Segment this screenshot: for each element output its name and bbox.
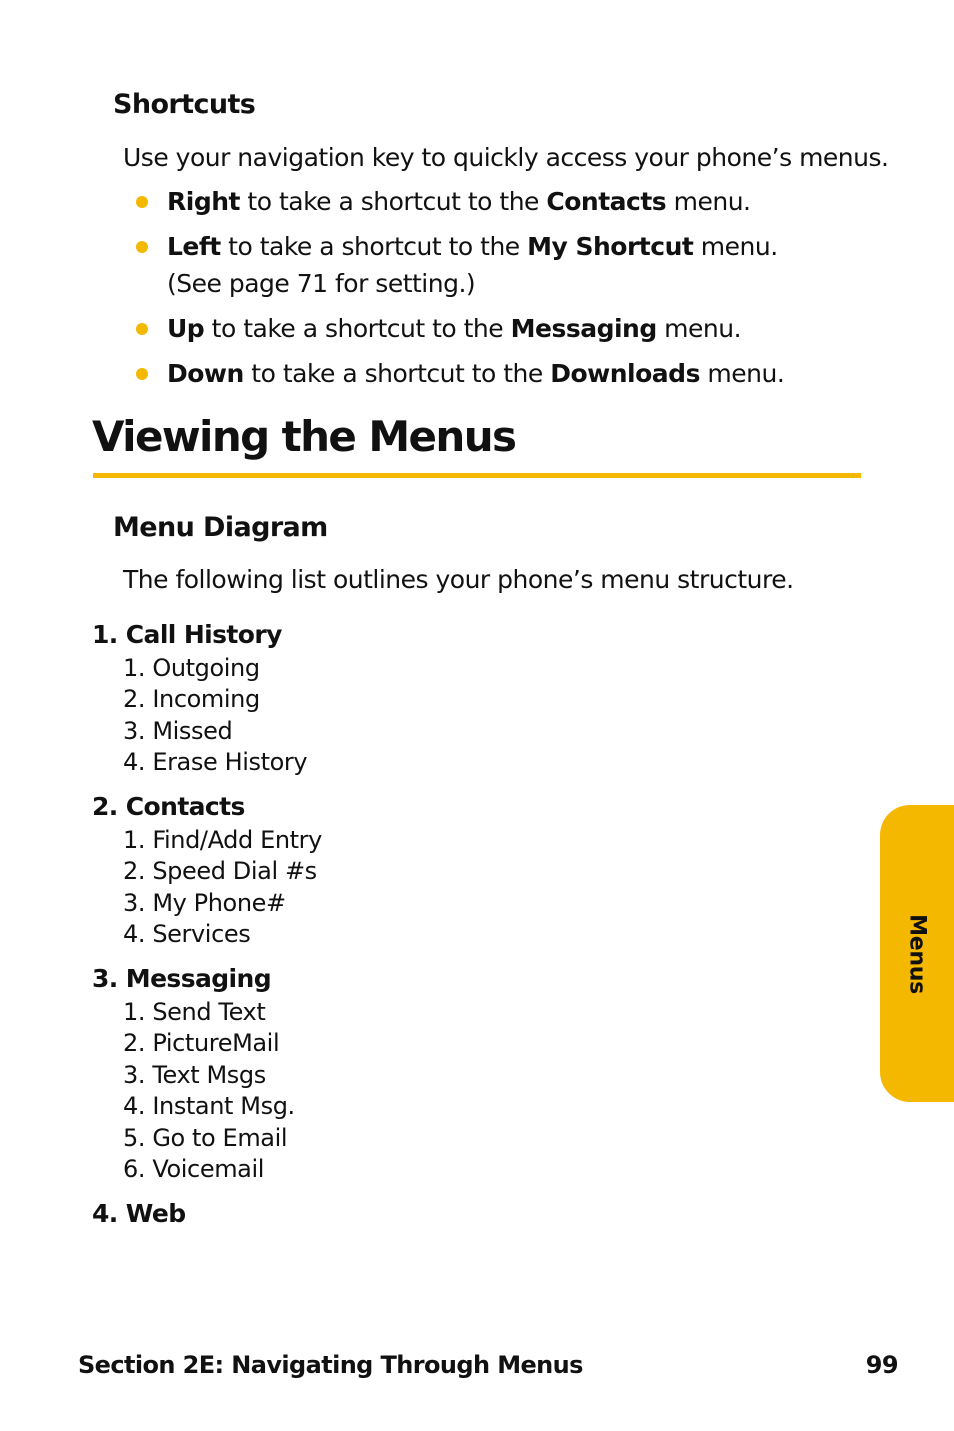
page-number: 99 bbox=[865, 1351, 898, 1379]
menu-subitem: 3. Missed bbox=[123, 717, 233, 745]
shortcut-item-up: Up to take a shortcut to the Messaging menu. bbox=[167, 314, 742, 343]
menu-group-contacts: 2. Contacts bbox=[92, 792, 245, 821]
shortcut-item-left: Left to take a shortcut to the My Shortcut menu. bbox=[167, 232, 778, 261]
bullet-icon bbox=[136, 196, 148, 208]
menu-subitem: 4. Erase History bbox=[123, 748, 308, 776]
menu-group-call-history: 1. Call History bbox=[92, 620, 282, 649]
menu-subitem: 1. Send Text bbox=[123, 998, 266, 1026]
shortcuts-intro: Use your navigation key to quickly access your phone’s menus. bbox=[123, 143, 889, 172]
menu-diagram-heading: Menu Diagram bbox=[113, 512, 328, 543]
menu-subitem: 2. Speed Dial #s bbox=[123, 857, 317, 885]
menu-diagram-intro: The following list outlines your phone’s menu structure. bbox=[123, 565, 794, 594]
bullet-icon bbox=[136, 323, 148, 335]
menu-subitem: 3. My Phone# bbox=[123, 889, 286, 917]
menu-subitem: 3. Text Msgs bbox=[123, 1061, 266, 1089]
shortcut-item-right: Right to take a shortcut to the Contacts menu. bbox=[167, 187, 751, 216]
section-side-tab bbox=[880, 805, 954, 1102]
bullet-icon bbox=[136, 368, 148, 380]
shortcut-item-down: Down to take a shortcut to the Downloads menu. bbox=[167, 359, 785, 388]
side-tab-label: Menus bbox=[904, 913, 930, 994]
menu-subitem: 1. Find/Add Entry bbox=[123, 826, 322, 854]
menu-subitem: 2. PictureMail bbox=[123, 1029, 280, 1057]
shortcuts-heading: Shortcuts bbox=[113, 89, 256, 120]
menu-group-messaging: 3. Messaging bbox=[92, 964, 272, 993]
menu-group-web: 4. Web bbox=[92, 1199, 186, 1228]
menu-subitem: 1. Outgoing bbox=[123, 654, 260, 682]
section-title: Viewing the Menus bbox=[92, 412, 516, 461]
footer-section-label: Section 2E: Navigating Through Menus bbox=[78, 1351, 583, 1379]
shortcut-item-left-note: (See page 71 for setting.) bbox=[167, 269, 476, 298]
bullet-icon bbox=[136, 241, 148, 253]
menu-subitem: 4. Services bbox=[123, 920, 251, 948]
menu-subitem: 2. Incoming bbox=[123, 685, 260, 713]
menu-subitem: 4. Instant Msg. bbox=[123, 1092, 295, 1120]
menu-subitem: 6. Voicemail bbox=[123, 1155, 265, 1183]
menu-subitem: 5. Go to Email bbox=[123, 1124, 288, 1152]
title-divider bbox=[93, 473, 861, 478]
